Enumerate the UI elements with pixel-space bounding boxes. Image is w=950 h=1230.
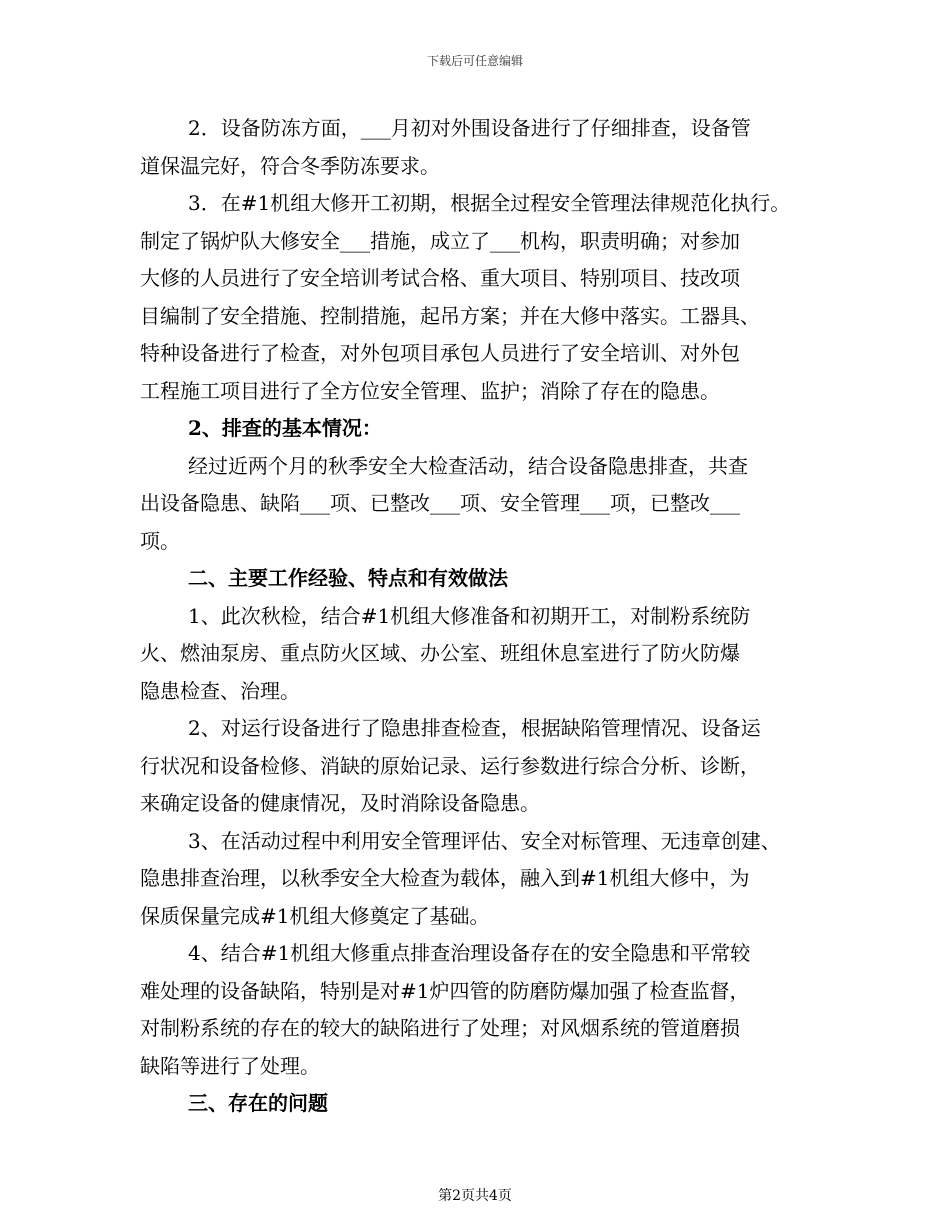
- paragraph-line: 4、结合#1机组大修重点排查治理设备存在的安全隐患和平常较: [188, 941, 751, 965]
- paragraph-line: 项。: [140, 528, 180, 553]
- section-heading: 2、排查的基本情况：: [188, 416, 382, 440]
- paragraph-line: 缺陷等进行了处理。: [140, 1053, 320, 1078]
- document-body: [140, 110, 820, 1123]
- paragraph-line: 难处理的设备缺陷，特别是对#1炉四管的防磨防爆加强了检查监督，: [140, 978, 750, 1003]
- paragraph-line: 道保温完好，符合冬季防冻要求。: [140, 153, 440, 178]
- paragraph-line: 出设备隐患、缺陷___项、已整改___项、安全管理___项，已整改___: [140, 491, 740, 515]
- paragraph-line: 行状况和设备检修、消缺的原始记录、运行参数进行综合分析、诊断，: [140, 753, 760, 778]
- paragraph-line: 工程施工项目进行了全方位安全管理、监护；消除了存在的隐患。: [140, 378, 720, 403]
- paragraph-line: 隐患检查、治理。: [140, 678, 300, 703]
- paragraph-line: 目编制了安全措施、控制措施，起吊方案；并在大修中落实。工器具、: [140, 303, 760, 328]
- paragraph-line: 对制粉系统的存在的较大的缺陷进行了处理；对风烟系统的管道磨损: [140, 1016, 740, 1040]
- paragraph-line: 特种设备进行了检查，对外包项目承包人员进行了安全培训、对外包: [140, 341, 740, 365]
- section-heading: 二、主要工作经验、特点和有效做法: [188, 566, 508, 590]
- page-footer: 第2页共4页: [438, 1188, 512, 1204]
- paragraph-line: 大修的人员进行了安全培训考试合格、重大项目、特别项目、技改项: [140, 266, 740, 290]
- paragraph-line: 来确定设备的健康情况，及时消除设备隐患。: [140, 791, 540, 815]
- paragraph-line: 隐患排查治理，以秋季安全大检查为载体，融入到#1机组大修中，为: [140, 866, 750, 890]
- paragraph-line: 火、燃油泵房、重点防火区域、办公室、班组休息室进行了防火防爆: [140, 641, 740, 665]
- section-heading: 三、存在的问题: [188, 1091, 328, 1115]
- paragraph-line: 制定了锅炉队大修安全___措施，成立了___机构，职责明确；对参加: [140, 228, 740, 253]
- paragraph-line: 3、在活动过程中利用安全管理评估、安全对标管理、无违章创建、: [188, 828, 781, 853]
- paragraph-line: 2、对运行设备进行了隐患排查检查，根据缺陷管理情况、设备运: [188, 716, 761, 740]
- paragraph-line: 1、此次秋检，结合#1机组大修准备和初期开工，对制粉系统防: [188, 603, 751, 628]
- paragraph-line: 2．设备防冻方面，___月初对外围设备进行了仔细排查，设备管: [188, 116, 751, 140]
- paragraph-line: 保质保量完成#1机组大修奠定了基础。: [140, 903, 490, 928]
- page-header: 下载后可任意编辑: [426, 54, 523, 68]
- paragraph-line: 经过近两个月的秋季安全大检查活动，结合设备隐患排查，共查: [188, 453, 748, 478]
- paragraph-line: 3．在#1机组大修开工初期，根据全过程安全管理法律规范化执行。: [188, 191, 791, 215]
